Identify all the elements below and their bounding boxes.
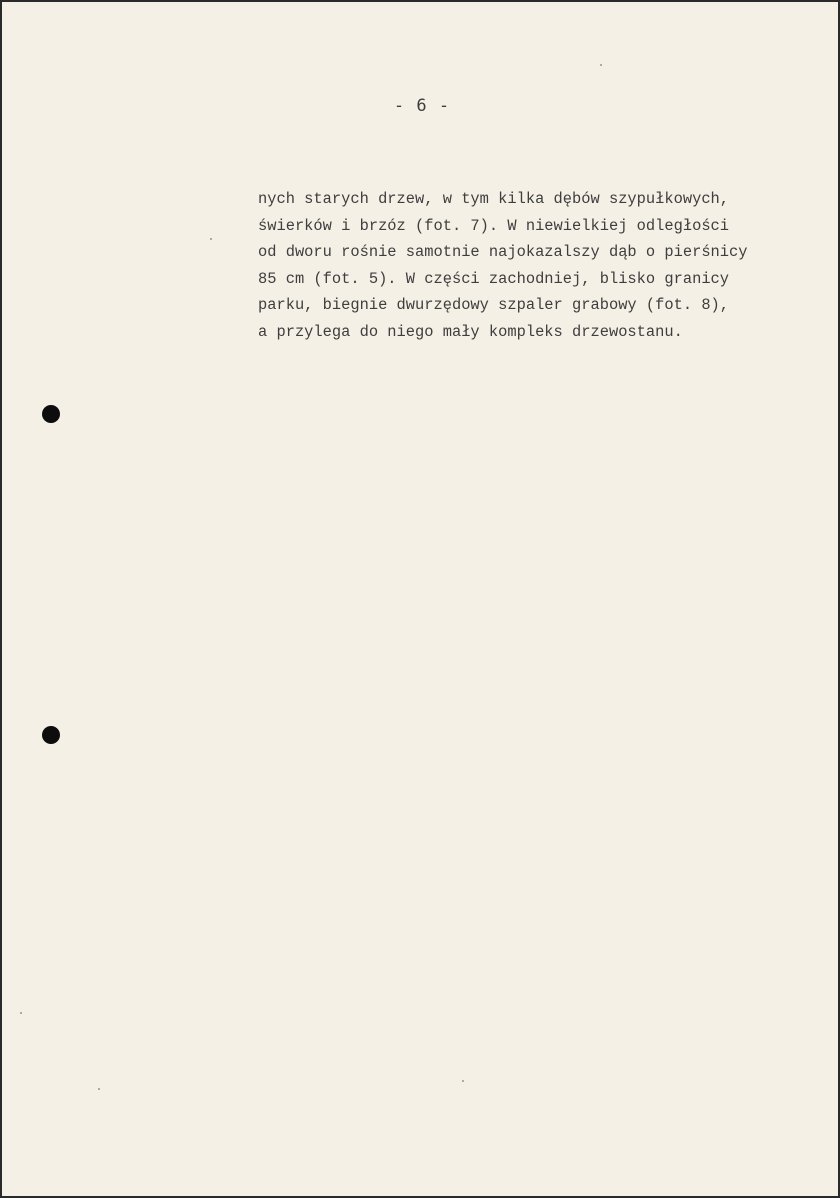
paragraph-line: parku, biegnie dwurzędowy szpaler grabowy (fot. 8), (258, 296, 730, 314)
paper-speck (210, 238, 212, 240)
paragraph-line: a przylega do niego mały kompleks drzewostanu. (258, 322, 683, 341)
paper-speck (600, 64, 602, 66)
paragraph-line: od dworu rośnie samotnie najokazalszy dąb o pierśnicy (258, 243, 748, 261)
paragraph-line: świerków i brzóz (fot. 7). W niewielkiej odległości (258, 216, 730, 235)
page-number: - 6 - (393, 96, 451, 116)
punch-hole-lower (42, 726, 60, 744)
paragraph-line: nych starych drzew, w tym kilka dębów szypułkowych, (258, 190, 730, 208)
paragraph-line: 85 cm (fot. 5). W części zachodniej, blisko granicy (258, 269, 730, 288)
paper-speck (98, 1088, 100, 1090)
paper-speck (20, 1012, 22, 1014)
paper-speck (462, 1080, 464, 1082)
punch-hole-upper (42, 405, 60, 423)
paragraph (258, 186, 818, 345)
